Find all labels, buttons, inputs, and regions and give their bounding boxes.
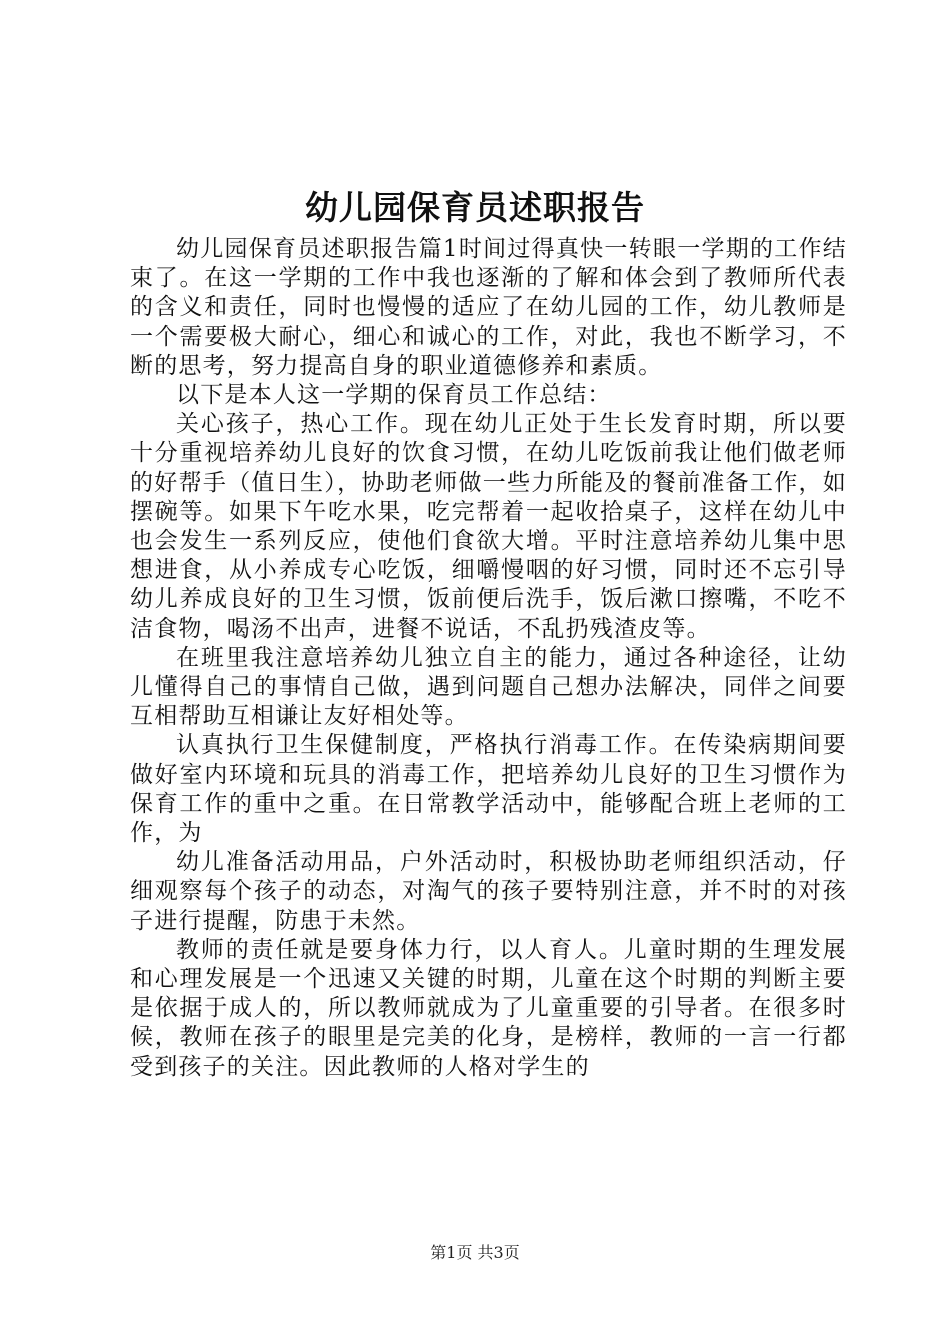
paragraph: 教师的责任就是要身体力行，以人育人。儿童时期的生理发展和心理发展是一个迅速又关键的时期，儿童在这个时期的判断主要是依据于成人的，所以教师就成为了儿童重要的引导者。在很多时候，教师在孩子的眼里是完美的化身，是榜样，教师的一言一行都受到孩子的关注。因此教师的人格对学生的 bbox=[130, 936, 847, 1080]
document-body bbox=[130, 235, 847, 1082]
paragraph: 关心孩子，热心工作。现在幼儿正处于生长发育时期，所以要十分重视培养幼儿良好的饮食习惯，在幼儿吃饭前我让他们做老师的好帮手（值日生），协助老师做一些力所能及的餐前准备工作，如摆碗等。如果下午吃水果，吃完帮着一起收拾桌子，这样在幼儿中也会发生一系列反应，使他们食欲大增。平时注意培养幼儿集中思想进食，从小养成专心吃饭，细嚼慢咽的好习惯，同时还不忘引导幼儿养成良好的卫生习惯，饭前便后洗手，饭后漱口擦嘴，不吃不洁食物，喝汤不出声，进餐不说话，不乱扔残渣皮等。 bbox=[130, 411, 847, 642]
paragraph: 幼儿准备活动用品，户外活动时，积极协助老师组织活动，仔细观察每个孩子的动态，对淘气的孩子要特别注意，并不时的对孩子进行提醒，防患于未然。 bbox=[130, 849, 847, 934]
page-footer: 第1页 共3页 bbox=[430, 1243, 520, 1262]
paragraph: 以下是本人这一学期的保育员工作总结： bbox=[176, 382, 612, 409]
paragraph: 在班里我注意培养幼儿独立自主的能力，通过各种途径，让幼儿懂得自己的事情自己做，遇到问题自己想办法解决，同伴之间要互相帮助互相谦让友好相处等。 bbox=[130, 644, 847, 730]
document-title: 幼儿园保育员述职报告 bbox=[305, 188, 645, 227]
paragraph: 认真执行卫生保健制度，严格执行消毒工作。在传染病期间要做好室内环境和玩具的消毒工作，把培养幼儿良好的卫生习惯作为保育工作的重中之重。在日常教学活动中，能够配合班上老师的工作，为 bbox=[130, 732, 847, 847]
paragraph: 幼儿园保育员述职报告篇1时间过得真快一转眼一学期的工作结束了。在这一学期的工作中我也逐渐的了解和体会到了教师所代表的含义和责任，同时也慢慢的适应了在幼儿园的工作，幼儿教师是一个需要极大耐心，细心和诚心的工作，对此，我也不断学习，不断的思考，努力提高自身的职业道德修养和素质。 bbox=[130, 236, 847, 379]
